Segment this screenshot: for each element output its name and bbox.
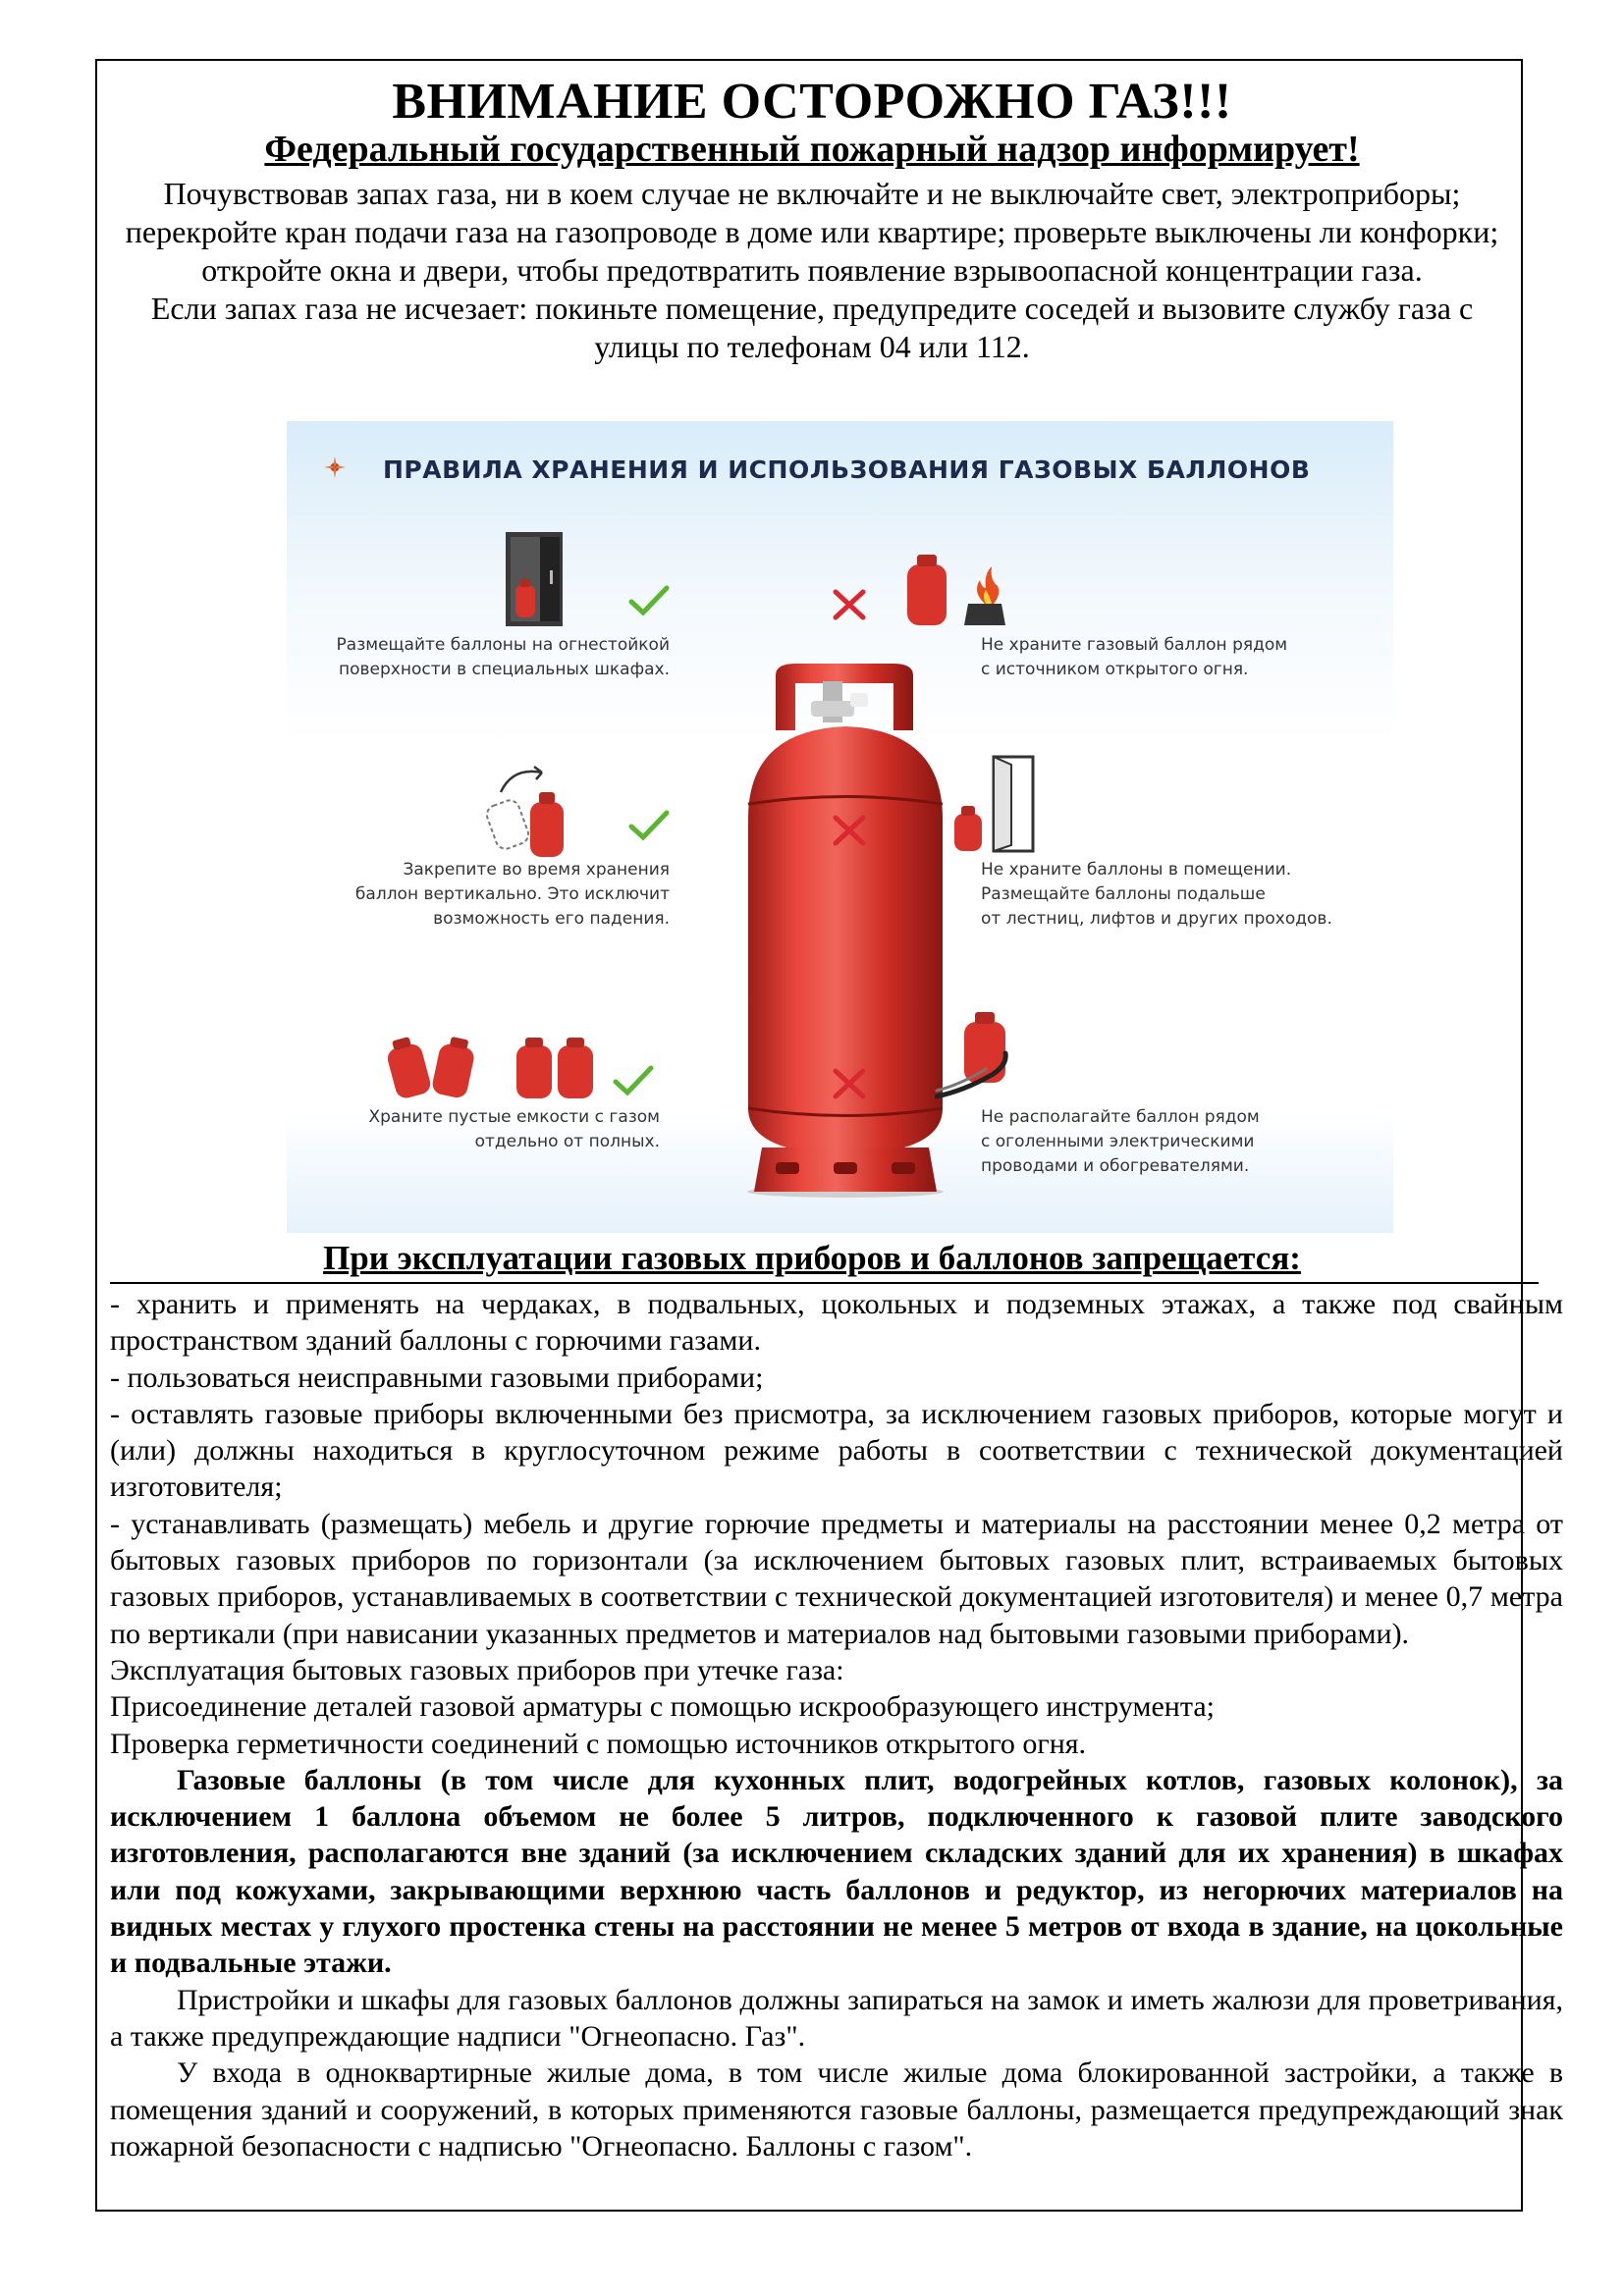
intro-block [110, 175, 1514, 366]
rule-text-right-2: Не храните баллоны в помещении. Размещайте баллоны подальше от лестниц, лифтов и других проходов. [981, 860, 1332, 929]
prohibition-item-3: - оставлять газовые приборы включенными без присмотра, за исключением газовых приборов, которые могут и (или) должны находиться в круглосуточном режиме работы в соответствии с технической документацией изготовителя; [110, 1397, 1563, 1504]
check-icon [628, 809, 670, 842]
full-cylinders-icon [514, 1030, 595, 1100]
extensions-paragraph: Пристройки и шкафы для газовых баллонов должны запираться на замок и иметь жалюзи для проветривания, а также предупреждающие надписи "Огнеопасно. Газ". [110, 1983, 1563, 2053]
rule-text-left-3: Храните пустые емкости с газом отдельно от полных. [368, 1107, 660, 1151]
prohibition-item-1: - хранить и применять на чердаках, в подвальных, цокольных и подземных этажах, а также под свайным пространством зданий баллоны с горючими газами. [110, 1288, 1563, 1358]
prohibition-line-7: Проверка герметичности соединений с помощью источников открытого огня. [110, 1727, 1087, 1760]
cross-icon [829, 1067, 870, 1100]
intro-paragraph-2: Если запах газа не исчезает: покиньте помещение, предупредите соседей и вызовите службу газа с улицы по телефонам 04 или 112. [150, 291, 1474, 364]
rule-text-right-3: Не располагайте баллон рядом с оголенными электрическими проводами и обогревателями. [981, 1107, 1260, 1176]
cylinder-near-fire-icon [903, 543, 1011, 627]
warning-sign-paragraph: У входа в одноквартирные жилые дома, в том числе жилые дома блокированной застройки, а также в помещения зданий и сооружений, в которых применяются газовые баллоны, размещается предупреждающий знак пожарной безопасности с надписью "Огнеопасно. Баллоны с газом". [110, 2056, 1563, 2163]
empty-cylinders-icon [385, 1030, 483, 1100]
page-title: ВНИМАНИЕ ОСТОРОЖНО ГАЗ!!! [392, 74, 1232, 130]
check-icon [628, 584, 670, 617]
cylinder-placement-paragraph: Газовые баллоны (в том числе для кухонных плит, водогрейных котлов, газовых колонок), за исключением 1 баллона объемом не более 5 литров, подключенного к газовой плите заводского изготовления, располагаются вне зданий (за исключением складских зданий для их хранения) в шкафах или под кожухами, закрывающими верхнюю часть баллонов и редуктор, из негорючих материалов на видных местах у глухого простенка стены на расстоянии не менее 5 метров от входа в здание, на цокольные и подвальные этажи. [110, 1763, 1563, 1980]
infographic-title: ПРАВИЛА ХРАНЕНИЯ И ИСПОЛЬЗОВАНИЯ ГАЗОВЫХ БАЛЛОНОВ [383, 455, 1311, 484]
cross-icon [829, 588, 870, 621]
prohibited-section-title: При эксплуатации газовых приборов и баллонов запрещается: [323, 1239, 1301, 1277]
gas-cylinder-illustration [736, 662, 954, 1198]
rule-text-left-1: Размещайте баллоны на огнестойкой поверхности в специальных шкафах. [336, 635, 670, 679]
rule-text-left-2: Закрепите во время хранения баллон вертикально. Это исключит возможность его падения. [354, 860, 670, 929]
cylinder-near-wires-icon [935, 1006, 1025, 1100]
fixed-cylinder-icon [483, 763, 581, 861]
info-bullet-icon [324, 456, 346, 478]
prohibitions-body [110, 1286, 1563, 2164]
check-icon [613, 1064, 654, 1097]
cabinet-icon [505, 531, 566, 629]
prohibition-line-5: Эксплуатация бытовых газовых приборов при утечке газа: [110, 1653, 844, 1686]
prohibition-line-6: Присоединение деталей газовой арматуры с помощью искрообразующего инструмента; [110, 1690, 1215, 1724]
rule-text-right-1: Не храните газовый баллон рядом с источником открытого огня. [981, 635, 1288, 679]
gas-cylinder-infographic [287, 421, 1393, 1233]
section-divider [110, 1282, 1539, 1284]
prohibition-item-4: - устанавливать (размещать) мебель и другие горючие предметы и материалы на расстоянии менее 0,2 метра от бытовых газовых приборов по горизонтали (за исключением бытовых газовых плит, встраиваемых бытовых газовых приборов, устанавливаемых в соответствии с технической документацией изготовителя) и менее 0,7 метра по вертикали (при нависании указанных предметов и материалов над бытовыми газовыми приборами). [110, 1507, 1563, 1650]
page-subtitle: Федеральный государственный пожарный надзор информирует! [264, 129, 1360, 170]
intro-paragraph-1: Почувствовав запах газа, ни в коем случае не включайте и не выключайте свет, электроприборы; перекройте кран подачи газа на газопроводе в доме или квартире; проверьте выключены ли конфорки; откройте окна и двери, чтобы предотвратить появление взрывоопасной концентрации газа. [125, 176, 1499, 288]
cross-icon [829, 814, 870, 847]
prohibition-item-2: - пользоваться неисправными газовыми приборами; [110, 1361, 764, 1394]
door-cylinder-icon [947, 755, 1041, 853]
